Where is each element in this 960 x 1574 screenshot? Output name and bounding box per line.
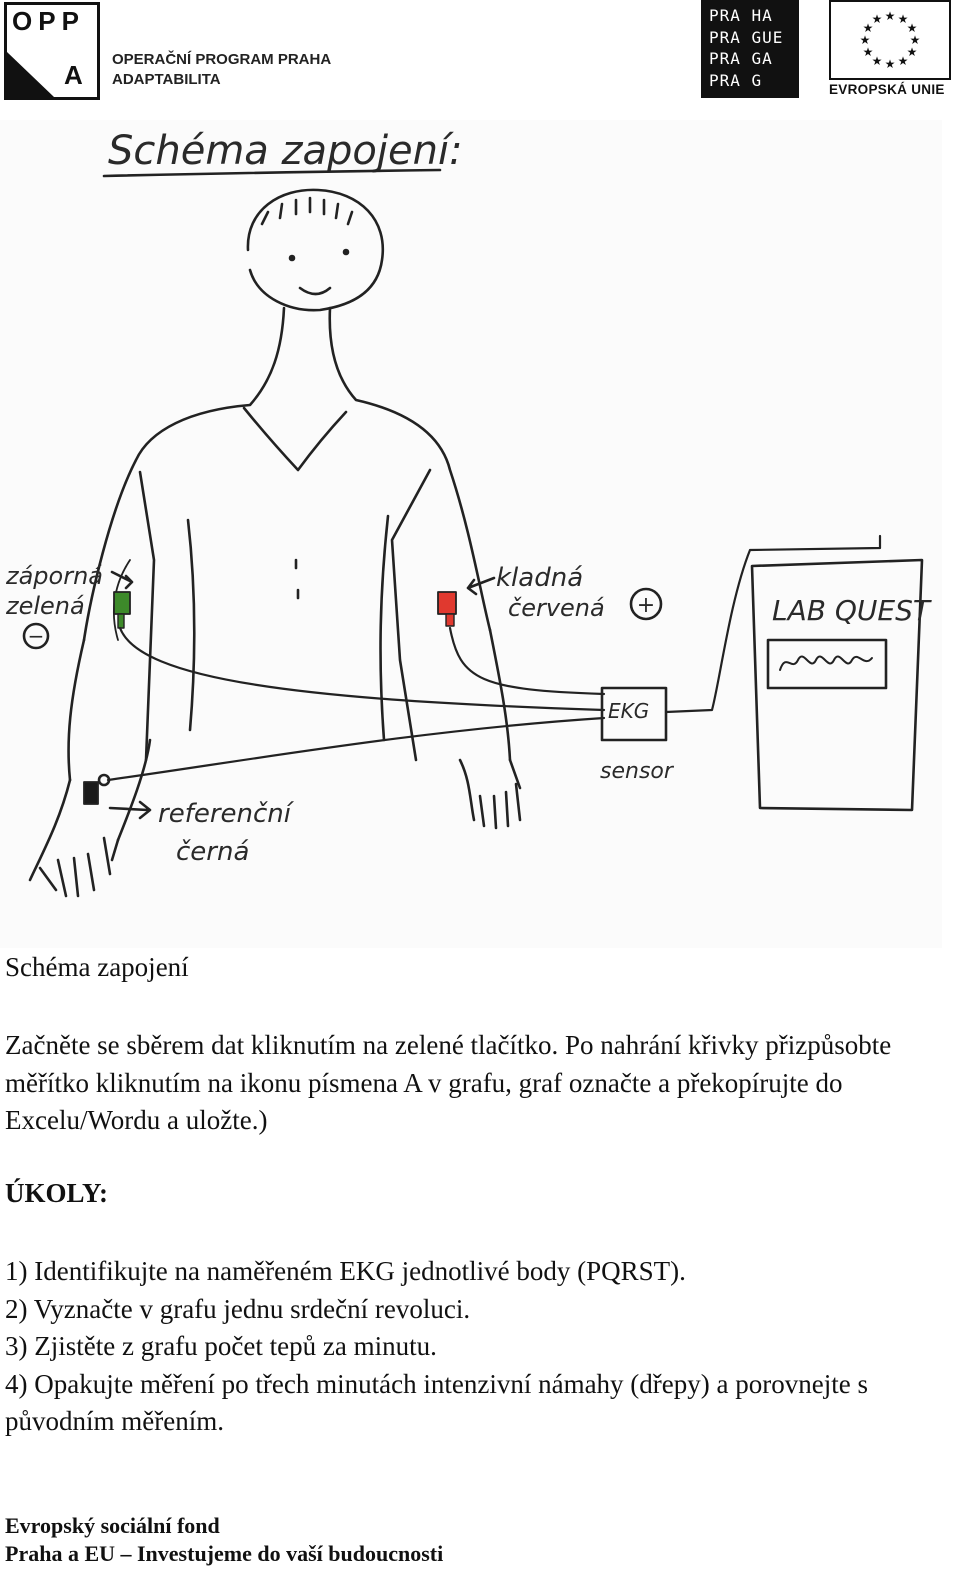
figure-caption: Schéma zapojení — [5, 952, 189, 982]
oppa-logo-letters: OPP — [12, 6, 85, 36]
green-electrode — [114, 592, 130, 614]
person-head — [248, 190, 383, 310]
sensor-caption: sensor — [600, 759, 673, 784]
oppa-program-line2: ADAPTABILITA — [112, 71, 221, 88]
svg-text:★: ★ — [897, 54, 909, 68]
task-item: 2) Vyznačte v grafu jednu srdeční revoluci. — [5, 1293, 471, 1324]
task-item: 3) Zjistěte z grafu počet tepů za minutu. — [5, 1331, 437, 1361]
reference-arrow-icon — [110, 802, 150, 818]
label-reference-line1: referenční — [158, 799, 291, 829]
svg-text:★: ★ — [862, 45, 874, 59]
oppa-logo-a: A — [64, 60, 83, 90]
svg-text:★: ★ — [862, 21, 874, 35]
labquest-label: LAB QUEST — [772, 594, 930, 627]
svg-text:★: ★ — [859, 33, 871, 47]
label-negative-line1: záporná — [6, 562, 104, 590]
praha-logo-row: PRA GA — [709, 49, 773, 68]
oppa-program-name — [112, 50, 331, 90]
tasks-heading: ÚKOLY: — [5, 1178, 109, 1208]
red-electrode-clip — [446, 614, 454, 626]
svg-text:★: ★ — [909, 33, 921, 47]
label-negative-line2: zelená — [6, 592, 85, 620]
electrode-leads — [108, 628, 604, 780]
oppa-logo — [4, 2, 98, 98]
black-electrode — [84, 782, 98, 804]
label-reference-line2: černá — [176, 837, 250, 867]
labquest-screen — [768, 640, 886, 688]
eu-label: EVROPSKÁ UNIE — [829, 82, 945, 97]
task-item: 1) Identifikujte na naměřeném EKG jednotlivé body (PQRST). — [5, 1256, 686, 1286]
svg-text:★: ★ — [884, 9, 896, 23]
praha-logo-row: PRA HA — [709, 6, 773, 25]
green-electrode-clip — [118, 614, 124, 628]
label-positive-line1: kladná — [496, 563, 584, 593]
footer-line2: Praha a EU – Investujeme do vaší budoucnosti — [5, 1541, 444, 1566]
svg-text:★: ★ — [906, 45, 918, 59]
praha-logo — [701, 0, 799, 98]
plus-sign: + — [636, 593, 656, 618]
svg-text:★: ★ — [906, 21, 918, 35]
labquest-waveform — [780, 657, 872, 670]
sketch-title: Schéma zapojení: — [108, 128, 463, 174]
eu-flag-icon — [829, 0, 951, 80]
praha-logo-row: PRA G — [709, 70, 763, 90]
eu-logo — [829, 0, 953, 100]
label-positive-line2: červená — [508, 594, 605, 622]
red-electrode — [438, 592, 456, 614]
oppa-program-line1: OPERAČNÍ PROGRAM PRAHA — [112, 51, 332, 68]
footer-line1: Evropský sociální fond — [5, 1513, 220, 1538]
svg-text:★: ★ — [884, 57, 896, 71]
page-footer — [5, 1512, 443, 1568]
tasks-list — [5, 1253, 935, 1441]
svg-text:★: ★ — [871, 12, 883, 26]
connection-diagram — [0, 120, 942, 948]
svg-text:★: ★ — [897, 12, 909, 26]
praha-logo-row: PRA GUE — [709, 27, 784, 47]
svg-text:★: ★ — [871, 54, 883, 68]
ekg-sensor-label: EKG — [608, 699, 650, 723]
minus-sign: − — [27, 624, 45, 648]
task-item: 4) Opakujte měření po třech minutách intenzivní námahy (dřepy) a porovnejte s původním měřením. — [5, 1368, 868, 1436]
instructions-paragraph: Začněte se sběrem dat kliknutím na zelené tlačítko. Po nahrání křivky přizpůsobte měřítko kliknutím na ikonu písmena A v grafu, graf označte a překopírujte do Excelu/Wordu a uložte.) — [5, 1030, 892, 1135]
